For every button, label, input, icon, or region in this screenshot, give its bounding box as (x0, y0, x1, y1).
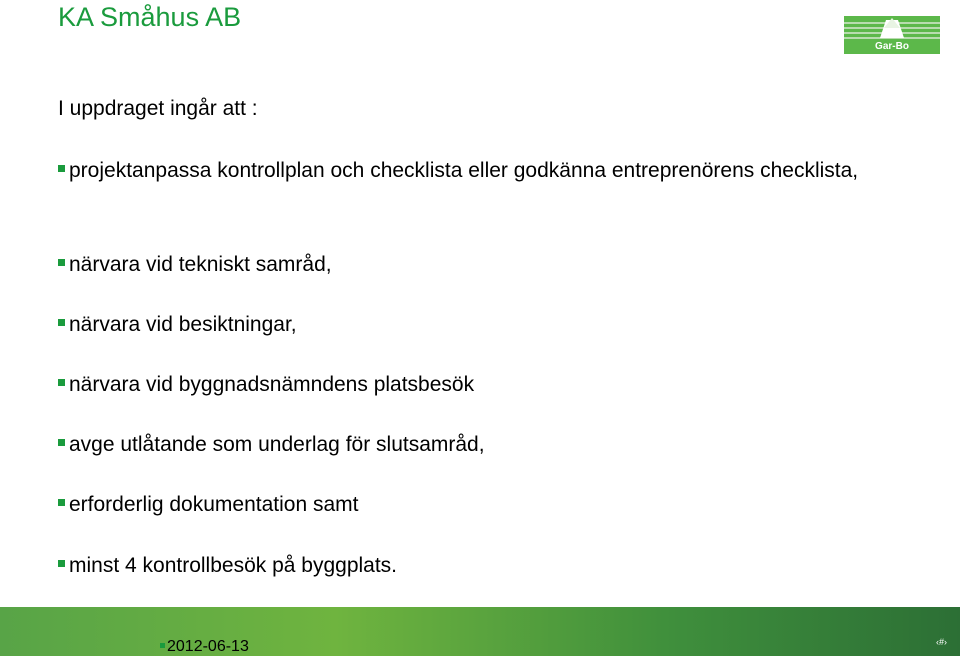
footer-bar (0, 607, 960, 656)
bullet-item: minst 4 kontrollbesök på byggplats. (58, 549, 938, 582)
bullet-item: närvara vid byggnadsnämndens platsbesök (58, 368, 938, 401)
bullet-item: närvara vid tekniskt samråd, (58, 248, 938, 281)
bullet-square-icon (58, 259, 65, 266)
slide-title: KA Småhus AB (58, 2, 242, 32)
bullet-square-icon (58, 319, 65, 326)
garbo-logo (844, 16, 940, 54)
bullet-square-icon (58, 439, 65, 446)
bullet-item: avge utlåtande som underlag för slutsamråd, (58, 428, 938, 461)
intro-text: I uppdraget ingår att : (58, 97, 258, 120)
bullet-item: erforderlig dokumentation samt (58, 488, 938, 521)
bullet-item: projektanpassa kontrollplan och checklista eller godkänna entreprenörens checklista, (58, 154, 938, 187)
footer-date: 2012-06-13 (160, 638, 249, 656)
page-number: ‹#› (936, 637, 947, 647)
bullet-item: närvara vid besiktningar, (58, 308, 938, 341)
bullet-square-icon (58, 560, 65, 567)
logo-text: Gar-Bo (875, 41, 909, 52)
bullet-square-icon (58, 499, 65, 506)
bullet-square-icon (160, 643, 165, 648)
bullet-square-icon (58, 379, 65, 386)
bullet-square-icon (58, 165, 65, 172)
